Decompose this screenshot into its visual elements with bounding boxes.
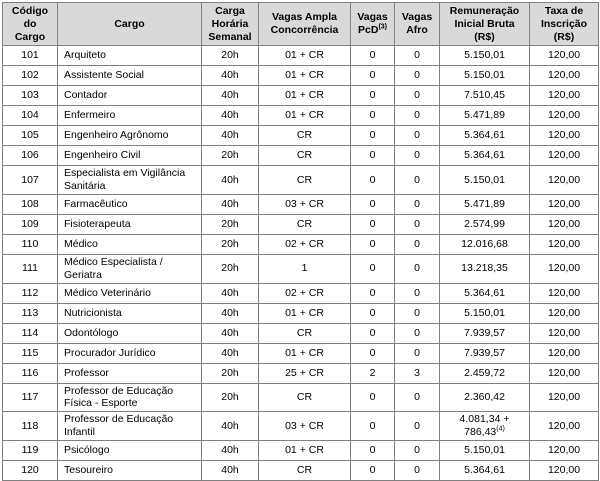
column-header-line: (R$)	[553, 30, 575, 43]
cell-vagas-afro: 0	[395, 214, 440, 234]
column-header-vagas_afro	[395, 3, 440, 46]
cell-vagas-afro: 0	[395, 194, 440, 214]
cell-vagas-afro: 0	[395, 343, 440, 363]
column-header-line: Horária	[211, 17, 249, 30]
header-row	[3, 3, 599, 46]
cell-vagas-afro: 0	[395, 283, 440, 303]
cell-cargo: Psicólogo	[58, 440, 202, 460]
cell-taxa-inscricao: 120,00	[530, 234, 599, 254]
cell-codigo: 112	[3, 283, 58, 303]
column-header-line: PcD$^{(3)}$	[358, 23, 387, 37]
cell-vagas-pcd: 0	[351, 86, 395, 106]
cell-carga-horaria: 40h	[202, 106, 259, 126]
column-header-line: (R$)	[474, 30, 495, 43]
cell-vagas-ampla: 01 + CR	[259, 86, 351, 106]
cell-carga-horaria: 40h	[202, 303, 259, 323]
cell-carga-horaria: 20h	[202, 146, 259, 166]
cell-remuneracao: $4.081,34 + 786,43^{(4)}$	[440, 412, 530, 441]
cell-cargo: Procurador Jurídico	[58, 343, 202, 363]
cell-carga-horaria: 40h	[202, 166, 259, 195]
cell-cargo: Odontólogo	[58, 323, 202, 343]
cell-vagas-afro: 0	[395, 66, 440, 86]
cell-remuneracao: 2.574,99	[440, 214, 530, 234]
cell-codigo: 114	[3, 323, 58, 343]
column-header-line: Inicial Bruta	[454, 17, 515, 30]
cell-vagas-afro: 0	[395, 86, 440, 106]
cell-vagas-afro: 0	[395, 412, 440, 441]
column-header-line: Concorrência	[270, 24, 339, 37]
cell-codigo: 109	[3, 214, 58, 234]
table-row	[3, 214, 599, 234]
column-header-line: Código	[11, 5, 49, 17]
cell-vagas-pcd: 0	[351, 214, 395, 234]
cell-taxa-inscricao: 120,00	[530, 363, 599, 383]
cell-vagas-afro: 3	[395, 363, 440, 383]
cell-cargo: Professor de Educação Infantil	[58, 412, 202, 441]
cell-vagas-ampla: CR	[259, 383, 351, 412]
table-row	[3, 460, 599, 480]
cell-vagas-pcd: 0	[351, 323, 395, 343]
cell-cargo: Especialista em Vigilância Sanitária	[58, 166, 202, 195]
cell-remuneracao: 5.150,01	[440, 440, 530, 460]
cell-carga-horaria: 40h	[202, 126, 259, 146]
cell-vagas-pcd: 0	[351, 283, 395, 303]
column-header-vagas_ampla	[259, 3, 351, 46]
column-header-line: Vagas	[401, 11, 433, 24]
cell-cargo: Enfermeiro	[58, 106, 202, 126]
cell-remuneracao: 5.364,61	[440, 460, 530, 480]
cell-carga-horaria: 20h	[202, 46, 259, 66]
cell-vagas-ampla: CR	[259, 126, 351, 146]
cell-taxa-inscricao: 120,00	[530, 46, 599, 66]
column-header-taxa	[530, 3, 599, 46]
cell-taxa-inscricao: 120,00	[530, 412, 599, 441]
cell-vagas-ampla: 03 + CR	[259, 194, 351, 214]
cell-vagas-pcd: 0	[351, 234, 395, 254]
cell-carga-horaria: 40h	[202, 283, 259, 303]
column-header-line: do	[23, 17, 37, 30]
cell-remuneracao: 5.150,01	[440, 66, 530, 86]
cell-remuneracao: 5.150,01	[440, 303, 530, 323]
cell-vagas-ampla: 02 + CR	[259, 283, 351, 303]
cell-cargo: Engenheiro Agrônomo	[58, 126, 202, 146]
cell-vagas-ampla: 25 + CR	[259, 363, 351, 383]
cell-cargo: Assistente Social	[58, 66, 202, 86]
cell-remuneracao: 5.364,61	[440, 283, 530, 303]
cell-cargo: Médico Veterinário	[58, 283, 202, 303]
cell-vagas-pcd: 2	[351, 363, 395, 383]
cell-carga-horaria: 20h	[202, 234, 259, 254]
cell-codigo: 101	[3, 46, 58, 66]
cell-vagas-ampla: 01 + CR	[259, 440, 351, 460]
cell-vagas-ampla: CR	[259, 460, 351, 480]
cell-codigo: 102	[3, 66, 58, 86]
cell-taxa-inscricao: 120,00	[530, 86, 599, 106]
table-row	[3, 86, 599, 106]
cell-taxa-inscricao: 120,00	[530, 440, 599, 460]
cell-remuneracao: 5.471,89	[440, 194, 530, 214]
cell-vagas-ampla: 01 + CR	[259, 343, 351, 363]
cell-codigo: 118	[3, 412, 58, 441]
cell-vagas-ampla: CR	[259, 323, 351, 343]
cell-vagas-pcd: 0	[351, 303, 395, 323]
column-header-line: Taxa de	[544, 5, 584, 17]
cell-carga-horaria: 40h	[202, 460, 259, 480]
cell-codigo: 119	[3, 440, 58, 460]
footnote-marker: (3)	[378, 23, 387, 31]
cell-remuneracao: 7.939,57	[440, 343, 530, 363]
cell-cargo: Professor de Educação Física - Esporte	[58, 383, 202, 412]
cell-taxa-inscricao: 120,00	[530, 283, 599, 303]
cell-cargo: Tesoureiro	[58, 460, 202, 480]
cell-carga-horaria: 40h	[202, 323, 259, 343]
cell-vagas-pcd: 0	[351, 343, 395, 363]
cell-cargo: Contador	[58, 86, 202, 106]
cell-codigo: 115	[3, 343, 58, 363]
cell-remuneracao: 5.364,61	[440, 146, 530, 166]
table-row	[3, 440, 599, 460]
cell-cargo: Médico Especialista / Geriatra	[58, 254, 202, 283]
table-row	[3, 254, 599, 283]
cell-codigo: 107	[3, 166, 58, 195]
table-row	[3, 66, 599, 86]
cell-taxa-inscricao: 120,00	[530, 383, 599, 412]
column-header-line: Afro	[406, 24, 428, 37]
cell-codigo: 120	[3, 460, 58, 480]
cell-carga-horaria: 20h	[202, 214, 259, 234]
cell-codigo: 111	[3, 254, 58, 283]
cell-codigo: 106	[3, 146, 58, 166]
cell-cargo: Engenheiro Civil	[58, 146, 202, 166]
table-row	[3, 303, 599, 323]
cell-codigo: 105	[3, 126, 58, 146]
table-row	[3, 106, 599, 126]
table-row	[3, 283, 599, 303]
cell-taxa-inscricao: 120,00	[530, 303, 599, 323]
table-row	[3, 166, 599, 195]
cell-vagas-ampla: 01 + CR	[259, 106, 351, 126]
cell-vagas-ampla: 02 + CR	[259, 234, 351, 254]
jobs-table	[2, 2, 599, 481]
cell-remuneracao: 7.510,45	[440, 86, 530, 106]
cell-carga-horaria: 40h	[202, 194, 259, 214]
column-header-line: Cargo	[14, 30, 46, 43]
cell-vagas-pcd: 0	[351, 166, 395, 195]
column-header-line: Semanal	[208, 30, 252, 43]
column-header-line: Cargo	[114, 17, 145, 30]
cell-taxa-inscricao: 120,00	[530, 166, 599, 195]
cell-taxa-inscricao: 120,00	[530, 106, 599, 126]
cell-vagas-afro: 0	[395, 323, 440, 343]
cell-codigo: 104	[3, 106, 58, 126]
cell-vagas-pcd: 0	[351, 254, 395, 283]
cell-vagas-ampla: 01 + CR	[259, 303, 351, 323]
cell-taxa-inscricao: 120,00	[530, 214, 599, 234]
cell-taxa-inscricao: 120,00	[530, 146, 599, 166]
cell-codigo: 117	[3, 383, 58, 412]
cell-vagas-afro: 0	[395, 234, 440, 254]
column-header-line: Remuneração	[449, 5, 520, 17]
column-header-carga_horaria	[202, 3, 259, 46]
cell-taxa-inscricao: 120,00	[530, 460, 599, 480]
cell-carga-horaria: 20h	[202, 254, 259, 283]
table-row	[3, 323, 599, 343]
cell-vagas-afro: 0	[395, 106, 440, 126]
cell-vagas-afro: 0	[395, 126, 440, 146]
cell-remuneracao: 5.150,01	[440, 166, 530, 195]
column-header-cargo	[58, 3, 202, 46]
cell-remuneracao: 13.218,35	[440, 254, 530, 283]
table-header	[3, 3, 599, 46]
cell-cargo: Professor	[58, 363, 202, 383]
cell-vagas-afro: 0	[395, 440, 440, 460]
cell-vagas-pcd: 0	[351, 460, 395, 480]
cell-carga-horaria: 40h	[202, 66, 259, 86]
cell-codigo: 103	[3, 86, 58, 106]
table-row	[3, 363, 599, 383]
cell-vagas-ampla: 01 + CR	[259, 46, 351, 66]
cell-vagas-ampla: 1	[259, 254, 351, 283]
table-row	[3, 194, 599, 214]
cell-carga-horaria: 20h	[202, 383, 259, 412]
table-row	[3, 383, 599, 412]
cell-taxa-inscricao: 120,00	[530, 254, 599, 283]
column-header-line: Carga	[215, 5, 245, 17]
cell-cargo: Fisioterapeuta	[58, 214, 202, 234]
cell-vagas-ampla: CR	[259, 166, 351, 195]
cell-remuneracao: 2.459,72	[440, 363, 530, 383]
column-header-codigo	[3, 3, 58, 46]
cell-remuneracao: 2.360,42	[440, 383, 530, 412]
table-body	[3, 46, 599, 480]
cell-taxa-inscricao: 120,00	[530, 126, 599, 146]
cell-remuneracao: 12.016,68	[440, 234, 530, 254]
cell-carga-horaria: 40h	[202, 440, 259, 460]
table-row	[3, 412, 599, 441]
cell-vagas-ampla: CR	[259, 214, 351, 234]
column-header-vagas_pcd	[351, 3, 395, 46]
table-row	[3, 146, 599, 166]
cell-vagas-pcd: 0	[351, 146, 395, 166]
cell-carga-horaria: 40h	[202, 412, 259, 441]
footnote-marker: (4)	[496, 425, 505, 433]
cell-vagas-pcd: 0	[351, 383, 395, 412]
cell-codigo: 108	[3, 194, 58, 214]
table-row	[3, 343, 599, 363]
cell-vagas-pcd: 0	[351, 46, 395, 66]
cell-codigo: 113	[3, 303, 58, 323]
cell-taxa-inscricao: 120,00	[530, 323, 599, 343]
table-row	[3, 126, 599, 146]
cell-vagas-afro: 0	[395, 46, 440, 66]
cell-vagas-afro: 0	[395, 166, 440, 195]
cell-cargo: Nutricionista	[58, 303, 202, 323]
column-header-remuneracao	[440, 3, 530, 46]
cell-carga-horaria: 40h	[202, 86, 259, 106]
cell-vagas-ampla: 01 + CR	[259, 66, 351, 86]
column-header-line: Vagas	[357, 11, 388, 24]
cell-vagas-afro: 0	[395, 146, 440, 166]
cell-vagas-pcd: 0	[351, 66, 395, 86]
cell-taxa-inscricao: 120,00	[530, 343, 599, 363]
cell-remuneracao: 5.150,01	[440, 46, 530, 66]
cell-vagas-afro: 0	[395, 303, 440, 323]
cell-vagas-pcd: 0	[351, 126, 395, 146]
cell-vagas-ampla: CR	[259, 146, 351, 166]
cell-vagas-afro: 0	[395, 460, 440, 480]
cell-cargo: Médico	[58, 234, 202, 254]
cell-carga-horaria: 40h	[202, 343, 259, 363]
column-header-line: Inscrição	[540, 17, 588, 30]
cell-vagas-pcd: 0	[351, 194, 395, 214]
cell-carga-horaria: 20h	[202, 363, 259, 383]
cell-vagas-afro: 0	[395, 254, 440, 283]
cell-remuneracao: 5.364,61	[440, 126, 530, 146]
table-row	[3, 234, 599, 254]
cell-codigo: 110	[3, 234, 58, 254]
cell-cargo: Arquiteto	[58, 46, 202, 66]
cell-taxa-inscricao: 120,00	[530, 194, 599, 214]
cell-vagas-afro: 0	[395, 383, 440, 412]
cell-vagas-ampla: 03 + CR	[259, 412, 351, 441]
cell-cargo: Farmacêutico	[58, 194, 202, 214]
cell-vagas-pcd: 0	[351, 106, 395, 126]
cell-remuneracao: 7.939,57	[440, 323, 530, 343]
cell-taxa-inscricao: 120,00	[530, 66, 599, 86]
cell-codigo: 116	[3, 363, 58, 383]
cell-vagas-pcd: 0	[351, 412, 395, 441]
cell-vagas-pcd: 0	[351, 440, 395, 460]
column-header-line: Vagas Ampla	[272, 11, 337, 24]
table-row	[3, 46, 599, 66]
cell-remuneracao: 5.471,89	[440, 106, 530, 126]
